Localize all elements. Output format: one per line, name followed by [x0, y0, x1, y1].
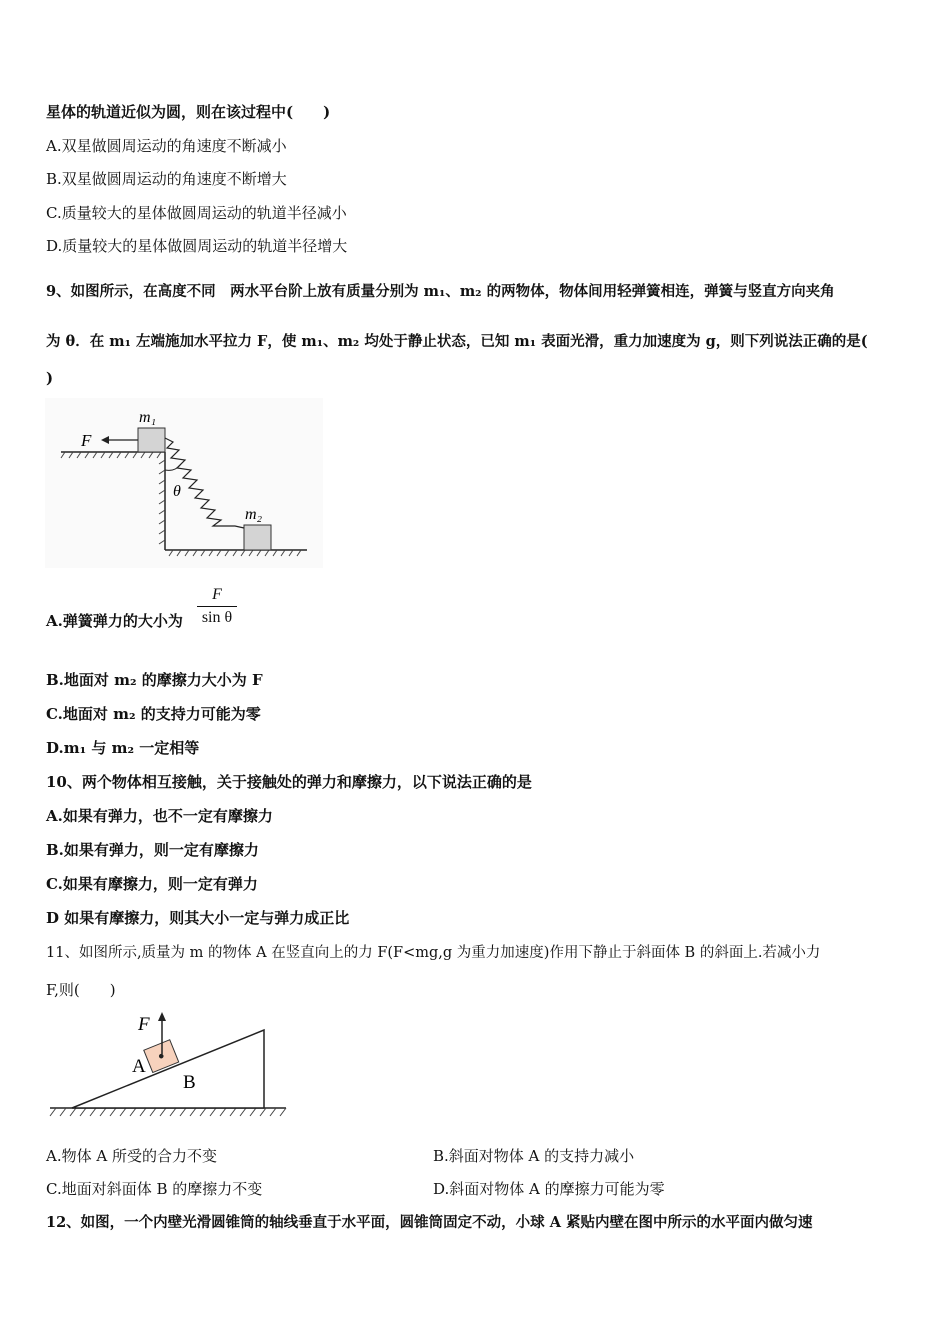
q8-option-c: C.质量较大的星体做圆周运动的轨道半径减小: [46, 204, 347, 222]
q11-option-a: A.物体 A 所受的合力不变: [46, 1147, 217, 1165]
fraction-denominator: sin θ: [201, 609, 233, 626]
q9-option-a-prefix: A.弹簧弹力的大小为: [46, 612, 183, 630]
q8-stem-tail: 星体的轨道近似为圆，则在该过程中( ): [46, 103, 331, 121]
q9-label-m2: m₂: [245, 506, 263, 523]
q9-spring-figure: [45, 398, 323, 568]
q8-option-d: D.质量较大的星体做圆周运动的轨道半径增大: [46, 237, 348, 255]
q10-stem: 10、两个物体相互接触，关于接触处的弹力和摩擦力，以下说法正确的是: [46, 773, 532, 791]
q9-label-f: F: [81, 431, 92, 450]
q11-label-b: B: [183, 1072, 196, 1093]
fraction-numerator: F: [212, 586, 222, 603]
q11-stem-line1: 11、如图所示,质量为 m 的物体 A 在竖直向上的力 F(F<mg,g 为重力加速度)作用下静止于斜面体 B 的斜面上.若减小力: [46, 945, 821, 961]
q9-label-m1: m₁: [139, 409, 157, 426]
q9-stem-line2: 为 θ．在 m₁ 左端施加水平拉力 F，使 m₁、m₂ 均处于静止状态，已知 m₁ 表面光滑，重力加速度为 g，则下列说法正确的是(: [46, 333, 868, 350]
q11-option-b: B.斜面对物体 A 的支持力减小: [433, 1147, 635, 1165]
q9-option-c: C.地面对 m₂ 的支持力可能为零: [46, 705, 261, 723]
q9-option-d: D.m₁ 与 m₂ 一定相等: [46, 739, 200, 757]
q11-option-c: C.地面对斜面体 B 的摩擦力不变: [46, 1180, 263, 1198]
q9-option-a-fraction: [197, 586, 237, 627]
q9-stem-line3: ): [46, 369, 54, 387]
q11-label-a: A: [132, 1056, 146, 1077]
q8-option-a: A.双星做圆周运动的角速度不断减小: [46, 137, 287, 155]
q11-incline-figure: [46, 1008, 294, 1126]
q9-option-b: B.地面对 m₂ 的摩擦力大小为 F: [46, 671, 263, 689]
q11-option-d: D.斜面对物体 A 的摩擦力可能为零: [433, 1180, 665, 1198]
q10-option-b: B.如果有弹力，则一定有摩擦力: [46, 841, 259, 859]
q10-option-a: A.如果有弹力，也不一定有摩擦力: [46, 807, 273, 825]
q10-option-c: C.如果有摩擦力，则一定有弹力: [46, 875, 258, 893]
q12-stem-line1: 12、如图，一个内壁光滑圆锥筒的轴线垂直于水平面，圆锥筒固定不动，小球 A 紧贴内壁在图中所示的水平面内做匀速: [46, 1214, 813, 1231]
q11-stem-line2: F,则( ): [46, 981, 116, 999]
q8-option-b: B.双星做圆周运动的角速度不断增大: [46, 170, 287, 188]
q9-stem-line1: 9、如图所示，在高度不同 两水平台阶上放有质量分别为 m₁、m₂ 的两物体，物体间用轻弹簧相连，弹簧与竖直方向夹角: [46, 283, 835, 300]
q10-option-d: D 如果有摩擦力，则其大小一定与弹力成正比: [46, 909, 350, 927]
q9-label-theta: θ: [173, 483, 181, 500]
q11-label-f: F: [138, 1014, 150, 1035]
